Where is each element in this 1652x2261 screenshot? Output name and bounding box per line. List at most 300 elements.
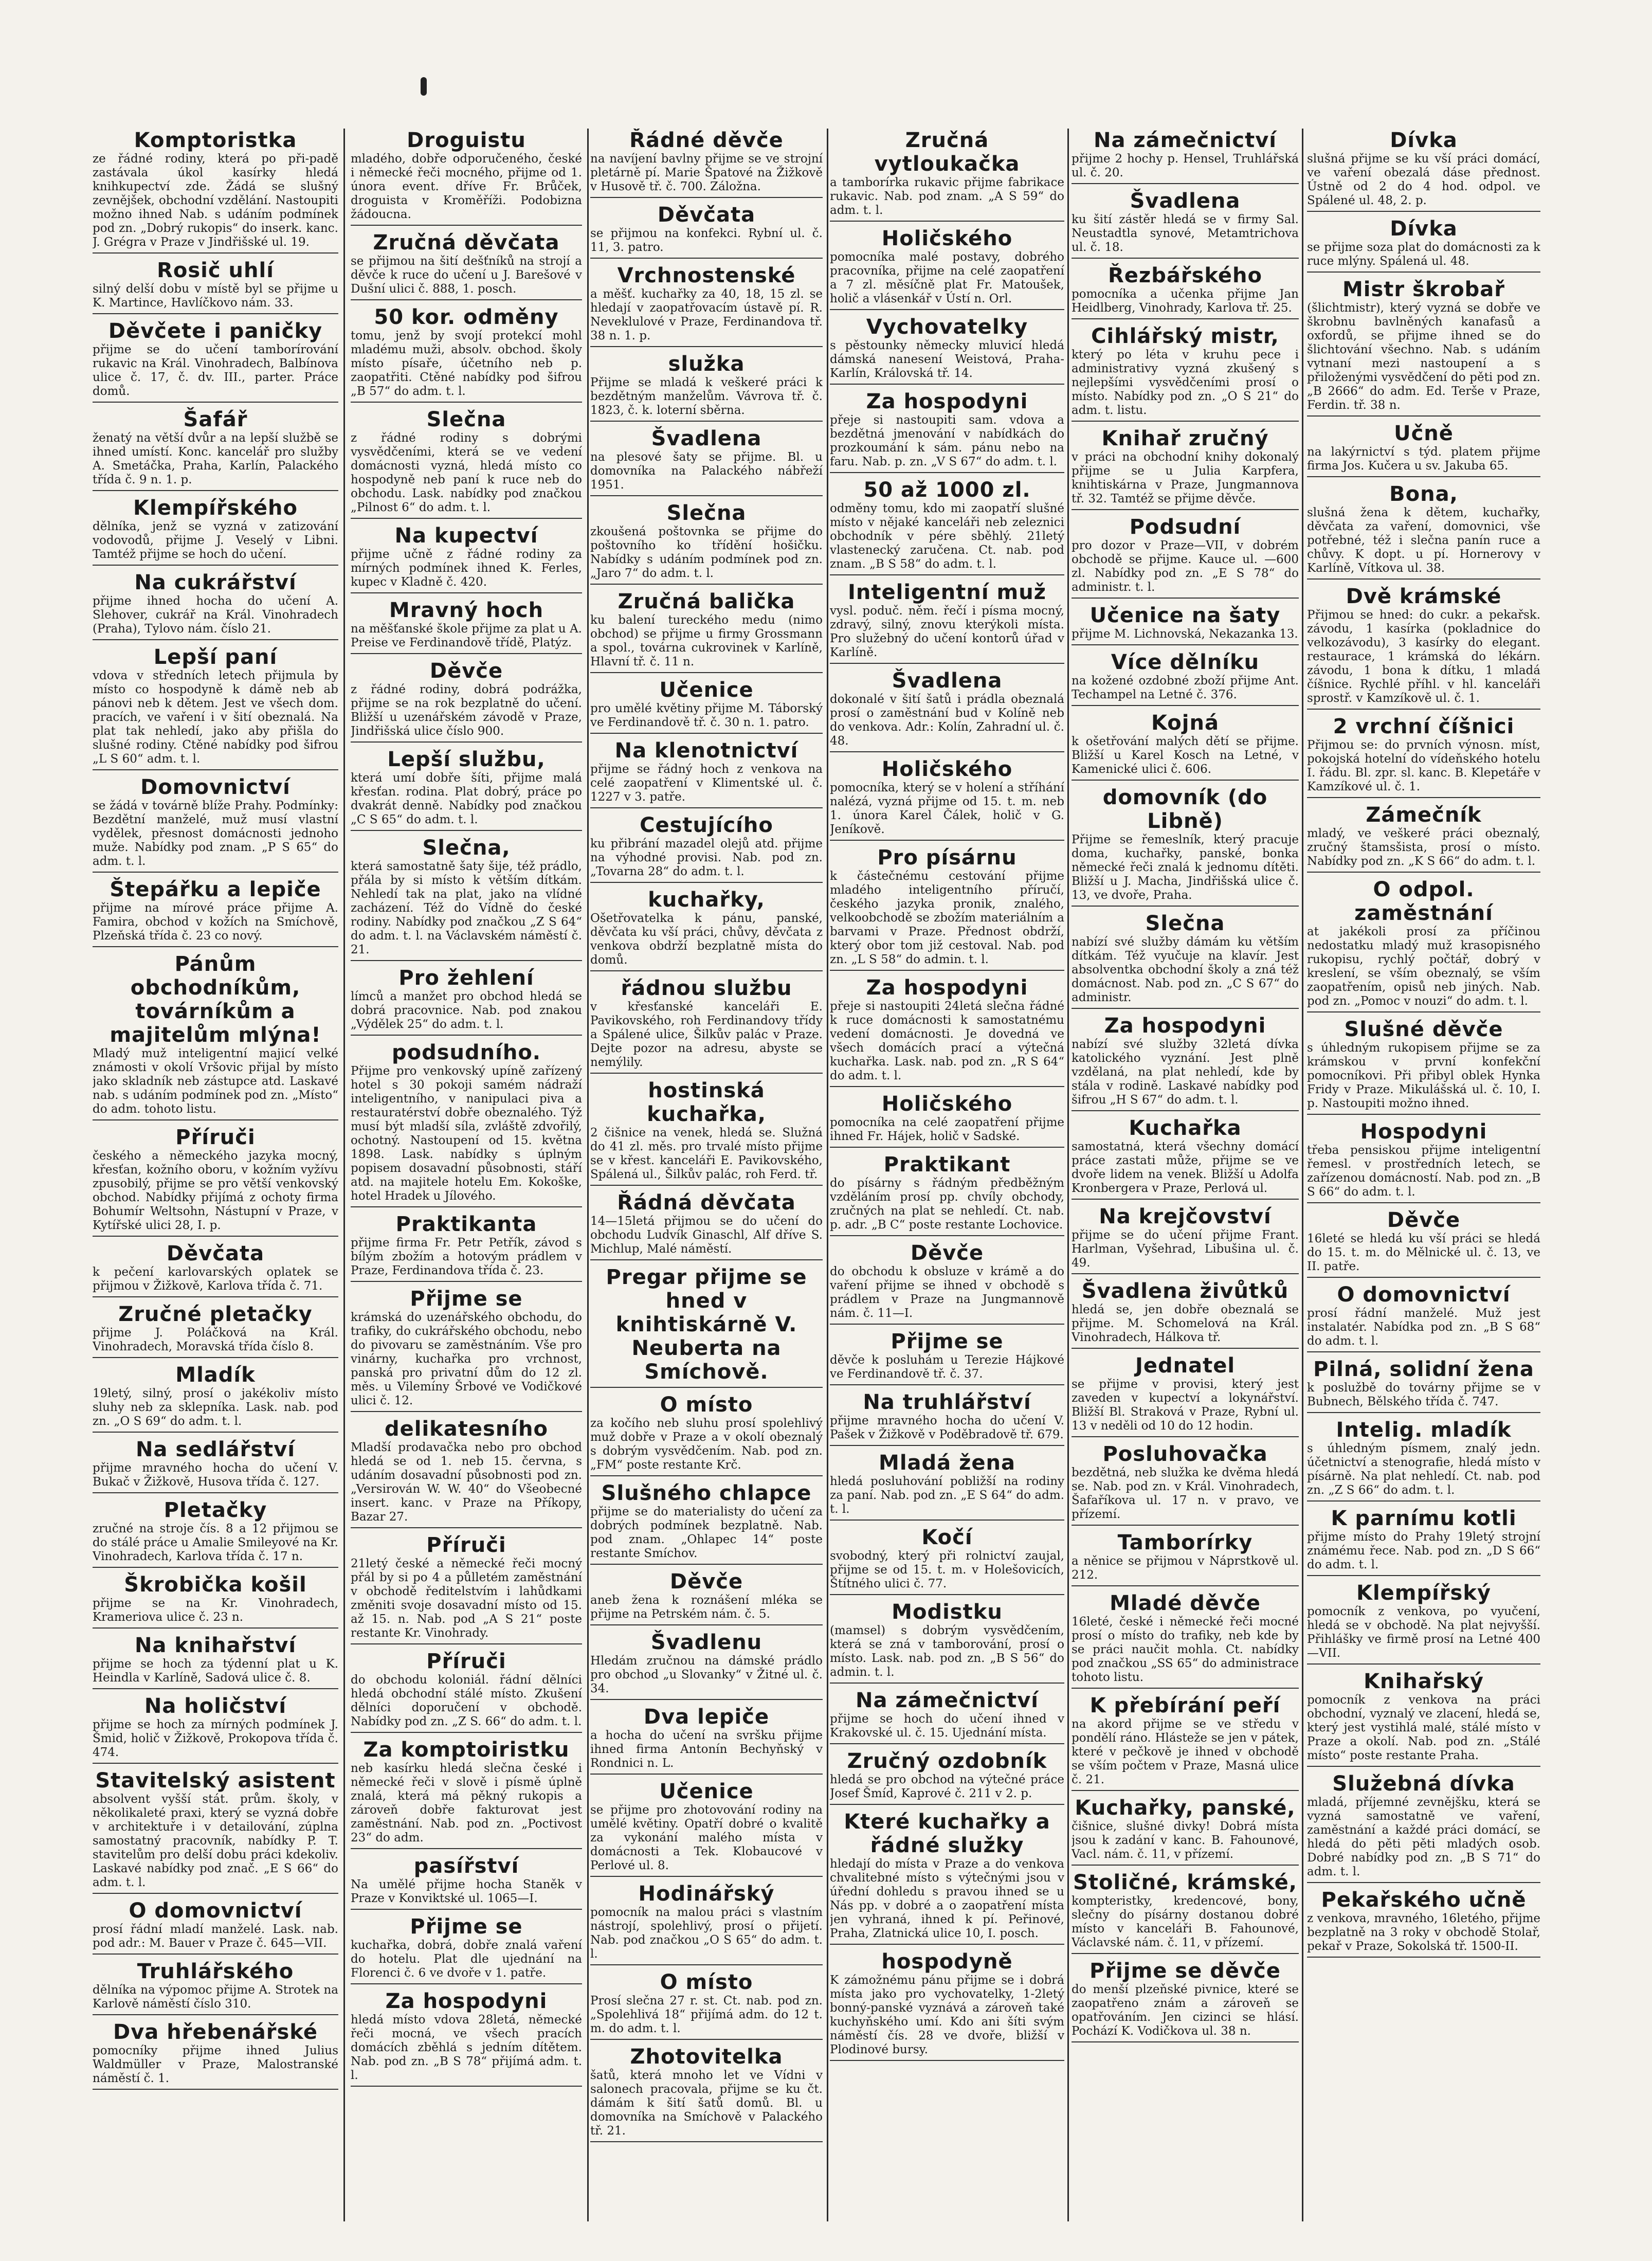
classified-ad (1072, 1354, 1299, 1437)
classified-ad (1307, 1283, 1540, 1352)
ad-text: pomocníka malé postavy, dobrého pracovníka, přijme na celé zaopatření a 7 zl. měsíčně plat Fr. Matoušek, holič a vlásenkář v Ústí n. Orl. (830, 250, 1064, 305)
classified-ad (1072, 1694, 1299, 1791)
ad-separator (1072, 183, 1299, 184)
ad-heading: Na krejčovství (1099, 1205, 1272, 1228)
ad-separator (1307, 1351, 1540, 1352)
ad-heading: Kuchařka (1129, 1116, 1242, 1140)
ad-heading: pasířství (413, 1854, 519, 1878)
ad-text: do písárny s řádným předběžným vzděláním prosí pp. chvíly obchody, zručných na plat se nehledí. Ct. nab. p. adr. „B C“ poste restante Lochovice. (830, 1177, 1064, 1232)
classified-ad (590, 1631, 823, 1700)
ad-text: silný delší dobu v místě byl se přijme u K. Martince, Havlíčkovo nám. 33. (93, 282, 338, 310)
ad-separator (93, 1432, 338, 1433)
classified-ad (351, 1533, 582, 1644)
ad-text: na akord přijme se ve středu v pondělí ráno. Hlásteže se jen v pátek, které v pečkově je ihned v obchodě se vším počtem v Praze, Masná ulice č. 21. (1072, 1717, 1299, 1786)
ad-heading: Za hospodyni (866, 390, 1028, 413)
classified-ad (830, 227, 1064, 310)
classified-ad (590, 352, 823, 422)
classified-ad (830, 1451, 1064, 1521)
classified-ad (590, 1265, 823, 1388)
classified-ad (351, 1041, 582, 1207)
ad-separator (590, 1964, 823, 1965)
ad-heading: Jednatel (1135, 1354, 1236, 1378)
ad-separator (590, 346, 823, 347)
ad-heading: Více dělníku (1111, 650, 1260, 674)
ad-heading: O místo (660, 1970, 753, 1994)
ad-text: a hocha do učení na svršku přijme ihned firma Antonín Bechyňský v Rondnici n. L. (590, 1729, 823, 1770)
ad-heading: Posluhovačka (1102, 1442, 1268, 1466)
ad-heading: Dvě krámské (1346, 585, 1502, 608)
ad-text: Prosí slečna 27 r. st. Ct. nab. pod zn. „Spolehlivá 18“ přijímá adm. do 12 t. m. do adm. t. l. (590, 1994, 823, 2035)
column-divider (1302, 129, 1303, 2221)
ad-separator (830, 663, 1064, 664)
ad-heading: K parnímu kotli (1331, 1507, 1517, 1530)
ad-text: přijme ihned hocha do učení A. Slehover, cukrář na Král. Vinohradech (Praha), Tylovo nám. číslo 21. (93, 594, 338, 636)
ad-heading: O domovnictví (129, 1899, 302, 1923)
ad-heading: Slušné děvče (1344, 1018, 1503, 1041)
ad-separator (590, 1259, 823, 1260)
ad-text: a tamborírka rukavic přijme fabrikace rukavic. Nab. pod znam. „A S 59“ do adm. t. l. (830, 176, 1064, 217)
column-4 (830, 129, 1064, 2227)
ad-text: přijme se hoch do učení ihned v Krakovské ul. č. 15. Ujednání místa. (830, 1712, 1064, 1740)
classified-ad (1307, 715, 1540, 798)
ad-heading: kuchařky, (648, 888, 765, 912)
ad-text: ku balení tureckého medu (nimo obchod) se přijme u firmy Grossmann a spol., továrna cukrovinek v Karlíně, Hlavní tř. č. 11 n. (590, 613, 823, 668)
ad-heading: Holičského (881, 1092, 1013, 1116)
classified-ad (830, 1092, 1064, 1148)
ad-text: Přijme se řemeslník, který pracuje doma, kuchařky, panské, bonka německé řeči znalá k jednomu dítěti. Bližší u J. Macha, Jindřišská ulice č. 13, ve dvoře, Praha. (1072, 833, 1299, 902)
classified-ad (1072, 1531, 1299, 1586)
classified-ad (1307, 1018, 1540, 1115)
ad-text: se přijme pro zhotovování rodiny na umělé květiny. Opatří dobré o kvalitě za vykonání malého místa v domácnosti a Tek. Klobaucové v Perlové ul. 8. (590, 1803, 823, 1872)
classified-ad (830, 1810, 1064, 1945)
ad-text: třeba pensiskou přijme inteligentní řemesl. v prostředních letech, se zařízenou domácností. Nab. pod zn. „B S 66“ do adm. t. l. (1307, 1144, 1540, 1199)
ad-heading: Přijme se (410, 1287, 523, 1311)
classified-ad (93, 1438, 338, 1493)
classified-ad (1307, 878, 1540, 1012)
ad-separator (830, 472, 1064, 473)
classified-ad (351, 305, 582, 403)
ad-heading: Mladé děvče (1110, 1591, 1261, 1615)
ad-heading: Zručná vytloukačka (874, 129, 1020, 176)
ad-text: s úhledným rukopisem přijme se za krámskou v první konfekční pomocníkovi. Při přibyl oblek Hynka Fridy v Praze. Mikulášská ul. č. 10, I. p. Nastoupiti možno ihned. (1307, 1041, 1540, 1110)
ad-separator (1307, 797, 1540, 798)
ad-separator (351, 653, 582, 654)
ad-heading: Příruči (426, 1533, 506, 1557)
ad-text: čišnice, slušné divky! Dobrá místa jsou k zadání v kanc. B. Fahounové, Vacl. nám. č. 11, v přízemí. (1072, 1820, 1299, 1861)
ad-text: který po léta v kruhu pece i administrativy vyzná zkušený s nejlepšími vysvědčeními prosí o místo. Nabídky pod zn. „O S 21“ do adm. t. listu. (1072, 348, 1299, 417)
classified-ad (590, 1079, 823, 1186)
ad-text: se přijme soza plat do domácnosti za k ruce mlýny. Spálená ul. 48. (1307, 241, 1540, 268)
ad-heading: Na knihařství (134, 1634, 297, 1657)
ad-separator (351, 1909, 582, 1910)
ad-separator (93, 1357, 338, 1358)
ad-separator (1307, 1766, 1540, 1767)
classified-ad (351, 1989, 582, 2087)
ad-separator (93, 1953, 338, 1955)
classified-ad (590, 1481, 823, 1565)
ad-heading: Děvče (669, 1570, 743, 1594)
ad-text: přijme se hoch za mírných podmínek J. Šmid, holič v Žižkově, Prokopova třída č. 474. (93, 1718, 338, 1759)
ad-separator (93, 1119, 338, 1120)
ad-separator (351, 830, 582, 831)
classified-ad (1072, 1871, 1299, 1954)
ad-text: ku šití zástěr hledá se v firmy Sal. Neustadtla synové, Metamtrichova ul. č. 18. (1072, 213, 1299, 254)
ad-heading: Praktikant (883, 1153, 1011, 1177)
ad-heading: Slečna (1145, 912, 1225, 935)
ad-separator (93, 313, 338, 314)
ad-heading: Služebná dívka (1332, 1772, 1515, 1796)
column-5 (1072, 129, 1299, 2227)
ad-heading: Vychovatelky (866, 315, 1028, 339)
ad-text: mladý, ve veškeré práci obeznalý, zručný štamsšista, prosí o místo. Nabídky pod zn. „K S 66“ do adm. t. l. (1307, 827, 1540, 868)
classified-ad (590, 1393, 823, 1476)
ad-heading: Pletačky (164, 1498, 267, 1522)
ad-text: přijme J. Poláčková na Král. Vinohradech, Moravská třída číslo 8. (93, 1326, 338, 1353)
ad-text: dokonalé v šití šatů i prádla obeznalá prosí o zaměstnání bud v Kolíně neb do venkova. Adr.: Kolín, Zahradní ul. č. 48. (830, 693, 1064, 748)
classified-ad (1307, 482, 1540, 580)
ad-heading: Mladá žena (879, 1451, 1015, 1475)
classified-ad (93, 645, 338, 770)
ad-separator (830, 970, 1064, 971)
classified-ad (351, 129, 582, 226)
ad-separator (590, 807, 823, 808)
classified-ad (590, 427, 823, 496)
ad-heading: Učenice na šaty (1090, 604, 1281, 627)
ad-separator (351, 225, 582, 226)
classified-ad (1307, 1581, 1540, 1665)
ad-separator (830, 1445, 1064, 1446)
ad-separator (1307, 872, 1540, 873)
ad-text: Ošetřovatelka k pánu, panské, děvčata ku vší práci, chůvy, děvčata z venkova obdrží bezplatně místa do domů. (590, 912, 823, 967)
ad-text: samostatná, která všechny domácí práce zastati může, přijme se ve dvoře lidem na venek. Bližší u Adolfa Kronbergera v Praze, Perlová ul. (1072, 1140, 1299, 1195)
ad-heading: Přijme se (410, 1915, 523, 1939)
classified-ad (1307, 1888, 1540, 1958)
ad-heading: Tamborírky (1117, 1531, 1253, 1554)
ad-heading: Pro písárnu (877, 846, 1017, 870)
ad-heading: Cihlářský mistr, (1091, 324, 1279, 348)
ad-heading: Učenice (659, 678, 754, 702)
classified-ad (1072, 1591, 1299, 1689)
ad-text: na navíjení bavlny přijme se ve strojní pletárně pí. Marie Špatové na Žižkově v Husově tř. č. 700. Záložna. (590, 152, 823, 193)
ad-separator (1072, 1688, 1299, 1689)
ad-separator (590, 733, 823, 734)
ad-heading: Dívka (1390, 129, 1458, 152)
ad-heading: Šafář (183, 408, 248, 431)
column-6 (1307, 129, 1540, 2227)
classified-ad (830, 976, 1064, 1087)
classified-ad (93, 1769, 338, 1894)
classified-ad (590, 678, 823, 734)
ad-separator (590, 421, 823, 422)
classified-ad (93, 775, 338, 873)
classified-ad (830, 1689, 1064, 1744)
ad-separator (351, 960, 582, 961)
ad-separator (590, 2039, 823, 2040)
ad-text: dělníka, jenž se vyzná v zatizování vodovodů, přijme J. Veselý v Libni. Tamtéž přijme se hoch do učení. (93, 520, 338, 561)
ad-text: přijme se do učení přijme Frant. Harlman, Vyšehrad, Libušina ul. č. 49. (1072, 1228, 1299, 1270)
classified-ad (830, 478, 1064, 575)
ad-text: děvče k posluhám u Terezie Hájkové ve Ferdinandově tř. č. 37. (830, 1353, 1064, 1381)
classified-ad (1072, 1205, 1299, 1274)
ad-text: mladá, příjemné zevnějšku, která se vyzná samostatně ve vaření, zaměstnání a každé práci domácí, se hledá do pěti pěti mladých osob. Dobré nabídky pod zn. „B S 71“ do adm. t. l. (1307, 1796, 1540, 1878)
ad-heading: Mravný hoch (389, 599, 544, 622)
ad-text: mladého, dobře odporučeného, české i německé řeči mocného, přijme od 1. února event. dříve Fr. Brůček, droguista v Kroměříži. Podobizna žádoucna. (351, 152, 582, 221)
ad-heading: delikatesního (385, 1417, 548, 1441)
ad-heading: Děvče (429, 659, 503, 683)
column-2 (351, 129, 582, 2227)
ad-separator (1307, 1500, 1540, 1502)
ad-text: pro dozor v Praze—VII, v dobrém obchodě se přijme. Kauce ul. —600 zl. Nabídky pod zn. „E S 78“ do administr. t. l. (1072, 539, 1299, 594)
ad-separator (1072, 2041, 1299, 2042)
classified-ad (830, 315, 1064, 385)
ad-separator (93, 1893, 338, 1894)
ad-text: k ošetřování malých dětí se přijme. Bližší u Karel Kosch na Letné, v Kamenické ulici č. 606. (1072, 735, 1299, 776)
ad-text: zručné na stroje čís. 8 a 12 přijmou se do stálé práce u Amalie Smileyové na Kr. Vinohradech, Karlova třída č. 17 n. (93, 1522, 338, 1563)
classified-ad (93, 571, 338, 640)
ad-separator (93, 490, 338, 491)
ad-separator (351, 1732, 582, 1733)
classified-ad (1307, 278, 1540, 417)
classified-ad (590, 739, 823, 808)
ad-heading: služka (668, 352, 745, 376)
ad-text: ženatý na větší dvůr a na lepší službě se ihned umístí. Konc. kancelář pro služby A. Smetáčka, Praha, Karlín, Palackého třída č. 9 n. 1. p. (93, 431, 338, 486)
ad-separator (351, 1527, 582, 1528)
classified-ad (93, 1899, 338, 1955)
ad-separator (590, 1876, 823, 1877)
ad-text: pomocníka a učenka přijme Jan Heidlberg, Vinohrady, Karlova tř. 25. (1072, 287, 1299, 315)
ad-text: kompteristky, kredencové, bony, slečny do písárny dostanou dobré místo v kanceláři B. Fahounové, Václavské nám. č. 11, v přízemí. (1072, 1894, 1299, 1949)
ad-separator (1072, 1199, 1299, 1200)
classified-ad (93, 408, 338, 491)
ad-text: pomocník z venkova na práci obchodní, vyznalý ve zlacení, hledá se, který jest vystihlá malé, stálé místo v Praze a okolí. Nab. pod zn. „Stálé místo“ poste restante Praha. (1307, 1693, 1540, 1762)
ad-separator (351, 741, 582, 743)
ad-text: přeje si nastoupiti sam. vdova a bezdětná jmenování v nabídkách do prozkoumání k sám. pánu nebo na faru. Nab. p. zn. „V S 67“ do adm. t. l. (830, 413, 1064, 468)
classified-ad (93, 1363, 338, 1433)
ad-separator (1307, 1412, 1540, 1413)
ad-text: do obchodu k obsluze v krámě a do vaření přijme se ihned v obchodě s prádlem v Praze na Jungmannově nám. č. 11—I. (830, 1265, 1064, 1320)
ad-separator (93, 769, 338, 770)
ad-heading: Klempířský (1356, 1581, 1492, 1605)
classified-ad (830, 1526, 1064, 1595)
ad-separator (1307, 1202, 1540, 1203)
ad-text: pomocníky přijme ihned Julius Waldmüller v Praze, Malostranské náměstí č. 1. (93, 2044, 338, 2085)
ad-heading: Za komptoiristku (363, 1738, 570, 1762)
ad-text: tomu, jenž by svojí protekcí mohl mladému muži, absolv. obchod. školy místo písaře, účetního neb p. zaopatřiti. Ctěné nabídky pod šifrou „B 57“ do adm. t. l. (351, 329, 582, 398)
classified-ad (93, 1960, 338, 2015)
classified-ad (351, 524, 582, 593)
classified-ad (1307, 1772, 1540, 1883)
ad-text: na měšťanské škole přijme za plat u A. Preise ve Ferdinandově třídě, Platýz. (351, 622, 582, 649)
ad-separator (830, 1086, 1064, 1087)
ad-heading: Řádná děvčata (617, 1191, 796, 1215)
classified-ad (1072, 189, 1299, 259)
classified-ad (1307, 217, 1540, 273)
ad-text: za kočího neb sluhu prosí spolehlivý muž dobře v Praze a v okolí obeznalý s dobrým vysvědčením. Nab. pod zn. „FM“ poste restante Krč. (590, 1417, 823, 1472)
ad-heading: Holičského (881, 227, 1013, 250)
ad-separator (830, 840, 1064, 841)
classified-ad (590, 2045, 823, 2142)
ad-text: na kožené ozdobné zboží přijme Ant. Techampel na Letné č. 376. (1072, 674, 1299, 701)
ad-separator (93, 872, 338, 873)
ad-text: pro umělé květiny přijme M. Táborský ve Ferdinandově tř. č. 30 n. 1. patro. (590, 702, 823, 729)
ad-text: do menší plzeňské pivnice, které se zaopatřeno znám a zároveň se opatřováním. Jen cizinci se hlásí. Pochází K. Vodičkova ul. 38 n. (1072, 1983, 1299, 2038)
classified-ad (830, 1390, 1064, 1446)
ad-heading: Štepářku a lepiče (110, 878, 321, 901)
ad-separator (1072, 1585, 1299, 1586)
ad-heading: Pilná, solidní žena (1313, 1358, 1534, 1381)
classified-ad (1072, 786, 1299, 907)
ad-heading: Pekařského učně (1321, 1888, 1527, 1912)
classified-ad (830, 390, 1064, 473)
ad-separator (93, 565, 338, 566)
ad-heading: Knihař zručný (1101, 427, 1269, 450)
ad-heading: Kuchařky, panské, (1075, 1796, 1296, 1820)
ad-text: přijme firma Fr. Petr Petřík, závod s bílým zbožím a hotovým prádlem v Praze, Ferdinandova třída č. 23. (351, 1236, 582, 1277)
classified-ad (590, 1191, 823, 1260)
ad-separator (1307, 709, 1540, 710)
classified-ad (1072, 129, 1299, 184)
ad-separator (1307, 1663, 1540, 1665)
ad-text: nabízí své služby dámám ku větším dítkám. Též vyučuje na klavír. Jest absolventka obchodní školy a zná též domácnost. Nab. pod zn. „C S 67“ do administr. (1072, 935, 1299, 1004)
classified-ad (351, 1915, 582, 1984)
ad-heading: Děvčata (657, 203, 756, 227)
ad-heading: Na cukrářství (134, 571, 297, 594)
ad-separator (1072, 1525, 1299, 1526)
ad-separator (93, 1492, 338, 1493)
ad-heading: Zručné pletačky (118, 1303, 313, 1326)
classified-ad (93, 1242, 338, 1297)
ad-separator (93, 639, 338, 640)
ad-separator (351, 518, 582, 519)
ad-text: 16leté, české i německé řeči mocné prosí o místo do trafiky, neb kde by se práci naučit mohla. Ct. nabídky pod značkou „SS 65“ do administrace tohoto listu. (1072, 1615, 1299, 1684)
classified-ad (1072, 1014, 1299, 1111)
classified-ad (830, 1153, 1064, 1236)
ad-text: českého a německého jazyka mocný, křesťan, kožního oboru, v kožním vyžívu zpusobilý, přijme se pro větší venkovský obchod. Nabídky přijímá z ochoty firma Bohumír Weltsohn, Nástupní v Praze, v Kytířské ulici 28, I. p. (93, 1149, 338, 1232)
ad-heading: Kočí (921, 1526, 973, 1549)
classified-ad (1307, 803, 1540, 873)
ad-heading: řádnou službu (621, 976, 792, 1000)
ad-heading: hospodyně (881, 1950, 1013, 1974)
ad-separator (1072, 509, 1299, 510)
ad-separator (590, 672, 823, 673)
ad-heading: Na zámečnictví (856, 1689, 1039, 1712)
ad-separator (830, 1944, 1064, 1945)
ad-separator (830, 1384, 1064, 1385)
ad-separator (830, 309, 1064, 310)
ad-heading: Příruči (175, 1126, 256, 1149)
ad-separator (830, 1520, 1064, 1521)
ad-separator (93, 402, 338, 403)
ad-text: přijme místo do Prahy 19letý strojní známému řece. Nab. pod zn. „D S 66“ do adm. t. l. (1307, 1530, 1540, 1571)
classified-ad (351, 599, 582, 654)
ad-separator (1072, 318, 1299, 319)
ad-text: přijme 2 hochy p. Hensel, Truhlářská ul. č. 20. (1072, 152, 1299, 179)
ad-separator (351, 1848, 582, 1849)
ad-heading: Za hospodyni (866, 976, 1028, 1000)
classified-ad (830, 1600, 1064, 1684)
ad-heading: O domovnictví (1337, 1283, 1511, 1307)
ad-heading: Inteligentní muž (848, 581, 1046, 604)
ad-heading: Švadlena (892, 669, 1003, 693)
ad-text: z řádné rodiny, dobrá podrážka, přijme se na rok bezplatně do učení. Bližší u uzenářském závodě v Praze, Jindřišská ulice číslo 900. (351, 683, 582, 738)
ad-separator (1072, 421, 1299, 422)
classified-ad (830, 1241, 1064, 1325)
classified-ad (590, 1570, 823, 1625)
ad-separator (1307, 1882, 1540, 1883)
ad-text: Na umělé přijme hocha Staněk v Praze v Konviktské ul. 1065—I. (351, 1878, 582, 1905)
ad-text: dělníka na výpomoc přijme A. Strotek na Karlově náměstí číslo 310. (93, 1983, 338, 2011)
ad-text: Mladý muž inteligentní majicí velké známosti v okolí Vršovic přijal by místo jako skladník neb zástupce atd. Laskavé nab. s udáním podmínek pod zn. „Místo“ do adm. tohoto listu. (93, 1047, 338, 1116)
ad-heading: Lepší paní (153, 645, 278, 669)
ad-separator (1072, 780, 1299, 781)
classified-ad (590, 590, 823, 673)
ad-separator (590, 258, 823, 259)
ad-heading: Švadlena živůtků (1081, 1279, 1289, 1303)
ad-text: z řádné rodiny s dobrými vysvědčeními, která se ve vedení domácnosti vyzná, hledá místo co hospodyně neb paní k ruce neb do obchodu. Lask. nabídky pod značkou „Pilnost 6“ do adm. t. l. (351, 431, 582, 514)
classified-ad (1072, 1116, 1299, 1200)
ad-text: 21letý české a německé řeči mocný přál by si po 4 a půlletém zaměstnání v obchodě ředitelstvím i lahůdkami změniti svoje dosavadní místo od 15. až 15. n. Nab. pod „A S 21“ poste restante Kr. Vinohrady. (351, 1557, 582, 1640)
ad-separator (1307, 476, 1540, 477)
ad-separator (830, 221, 1064, 222)
ad-text: 2 čišnice na venek, hledá se. Služná do 41 zl. měs. pro trvalé místo přijme se v křest. kanceláři E. Pavikovského, Spálená ul., Šilkův palác, roh Ferd. tř. (590, 1126, 823, 1181)
ad-heading: Příruči (426, 1650, 506, 1673)
ad-separator (830, 1683, 1064, 1684)
ad-text: k pečení karlovarských oplatek se přijmou v Žižkově, Karlova třída č. 71. (93, 1265, 338, 1293)
classified-ad (1072, 264, 1299, 319)
ad-text: v práci na obchodní knihy dokonalý přijme se u Julia Karpfera, knihtiskárna v Praze, Jungmannova tř. 32. Tamtéž se přijme děvče. (1072, 450, 1299, 505)
classified-ad (1072, 1959, 1299, 2042)
ad-heading: Bona, (1389, 482, 1458, 506)
ad-heading: Komptoristka (134, 129, 297, 152)
ad-heading: Droguistu (407, 129, 526, 152)
ad-heading: Hodinářský (638, 1882, 775, 1906)
ad-separator (1072, 1110, 1299, 1111)
ad-heading: Na kupectví (394, 524, 538, 548)
ad-heading: Na holičství (144, 1694, 287, 1718)
ad-separator (830, 1804, 1064, 1805)
ad-heading: Slečna (666, 501, 747, 525)
ad-heading: Na truhlářství (863, 1390, 1031, 1414)
ad-separator (830, 1324, 1064, 1325)
ad-separator (1072, 1790, 1299, 1791)
classified-ad (590, 1780, 823, 1877)
ad-separator (830, 1235, 1064, 1236)
ad-heading: Podsudní (1129, 515, 1241, 539)
ad-heading: Za hospodyni (385, 1989, 548, 2013)
ad-text: slušná přijme se ku vší práci domácí, ve vaření obezalá dáse přednost. Ústně od 2 do 4 hod. odpol. ve Spálené ul. 48, 2. p. (1307, 152, 1540, 207)
ad-separator (93, 1567, 338, 1568)
ad-text: přijme mravného hocha do učení V. Bukač v Žižkově, Husova třída č. 127. (93, 1461, 338, 1489)
classified-ad (590, 976, 823, 1074)
ad-separator (1307, 1957, 1540, 1958)
classified-ad (351, 408, 582, 519)
ad-heading: Zručná balička (618, 590, 795, 613)
ad-text: ku přibrání mazadel olejů atd. přijme na výhodné provisi. Nab. pod zn. „Tovarna 28“ do adm. t. l. (590, 837, 823, 878)
ad-heading: Lepší službu, (387, 748, 546, 771)
ad-separator (351, 1035, 582, 1036)
ad-text: prosí řádní mladí manželé. Lask. nab. pod adr.: M. Bauer v Praze č. 645—VII. (93, 1923, 338, 1950)
ad-heading: Intelig. mladík (1336, 1418, 1512, 1442)
classified-ad (351, 1854, 582, 1910)
ad-separator (830, 384, 1064, 385)
classified-ad (590, 1970, 823, 2040)
ad-text: se přijmou na šití dešťníků na strojí a děvče k ruce do učení u J. Barešové v Dušní ulici č. 888, 1. posch. (351, 255, 582, 296)
classified-ad (1072, 912, 1299, 1009)
ad-separator (351, 592, 582, 593)
ad-heading: Zámečník (1366, 803, 1482, 827)
column-divider (827, 129, 828, 2221)
ad-text: Hledám zručnou na dámské prádlo pro obchod „u Slovanky“ v Žitné ul. č. 34. (590, 1654, 823, 1695)
